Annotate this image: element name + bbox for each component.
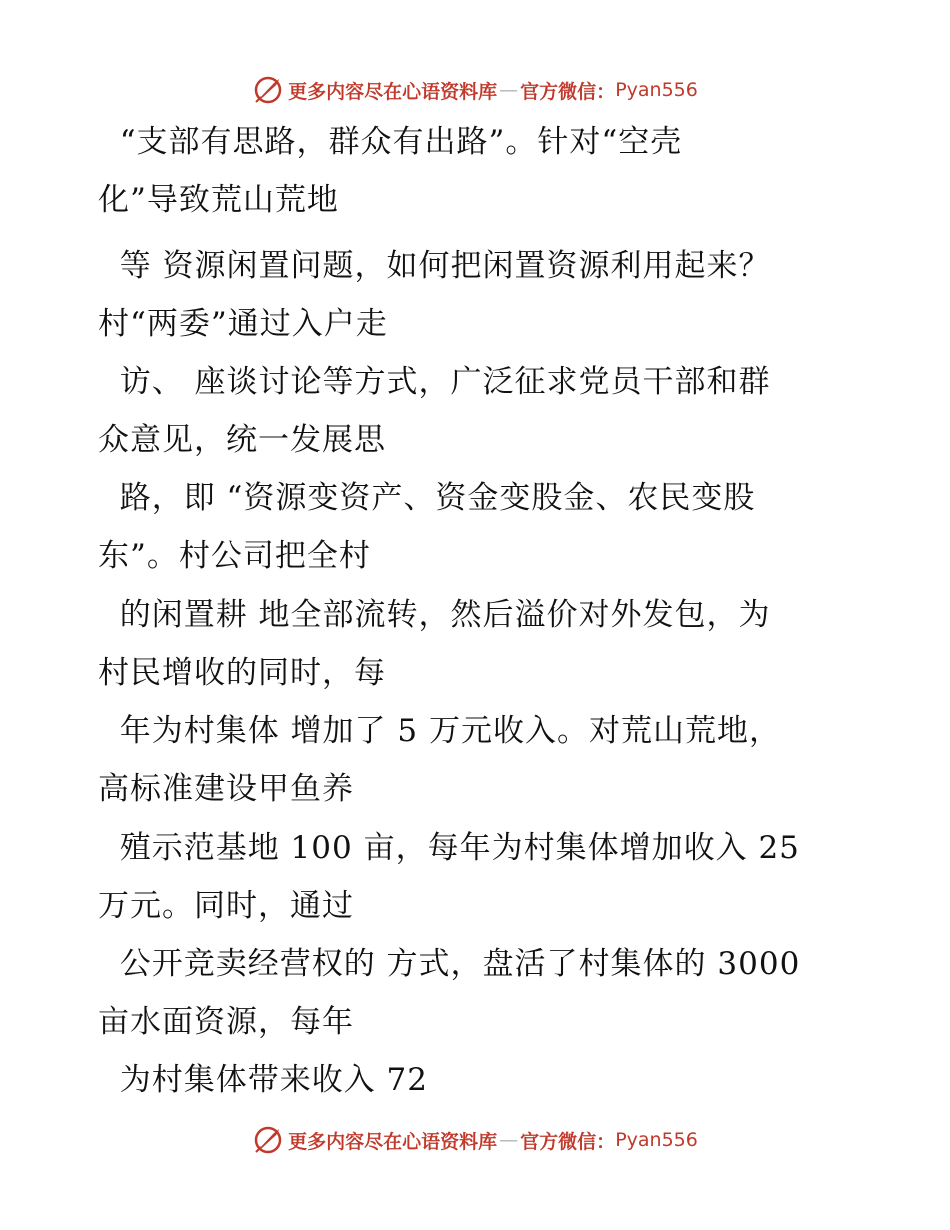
text-line-7: 路，即 “资源变资产、资金变股金、农民变股 [98,480,756,516]
text-line-12: 高标准建设甲鱼养 [98,771,354,807]
text-line-15: 公开竞卖经营权的 方式，盘活了村集体的 3000 [98,946,801,982]
watermark-wechat-label: 官方微信： [520,80,616,103]
text-line-6: 众意见，统一发展思 [98,422,386,458]
footer-watermark [0,1120,950,1160]
watermark-site-text: 更多内容尽在心语资料库 [288,80,498,103]
text-line-2: 化”导致荒山荒地 [98,182,339,218]
text-line-5: 访、 座谈讨论等方式，广泛征求党员干部和群 [98,364,771,400]
text-line-8: 东”。村公司把全村 [98,538,371,574]
text-line-3: 等 资源闲置问题，如何把闲置资源利用起来？ [98,248,771,284]
feather-quill-logo-icon [252,74,284,106]
watermark-separator: — [499,79,519,101]
text-line-9: 的闲置耕 地全部流转，然后溢价对外发包，为 [98,597,771,633]
text-line-4: 村“两委”通过入户走 [98,306,388,342]
text-line-13: 殖示范基地 100 亩，每年为村集体增加收入 25 [98,830,800,866]
text-line-14: 万元。同时，通过 [98,888,354,924]
text-line-1: “支部有思路，群众有出路”。针对“空壳 [98,124,683,160]
watermark-wechat-id: Pyan556 [615,79,698,101]
watermark-site-text: 更多内容尽在心语资料库 [288,1130,498,1153]
feather-quill-logo-icon [252,1124,284,1156]
watermark-separator: — [499,1129,519,1151]
text-line-11: 年为村集体 增加了 5 万元收入。对荒山荒地， [98,713,781,749]
header-watermark [0,70,950,110]
watermark-wechat-id: Pyan556 [615,1129,698,1151]
text-line-10: 村民增收的同时，每 [98,655,386,691]
watermark-wechat-label: 官方微信： [520,1130,616,1153]
text-line-17: 为村集体带来收入 72 [98,1062,429,1098]
text-line-16: 亩水面资源，每年 [98,1004,354,1040]
